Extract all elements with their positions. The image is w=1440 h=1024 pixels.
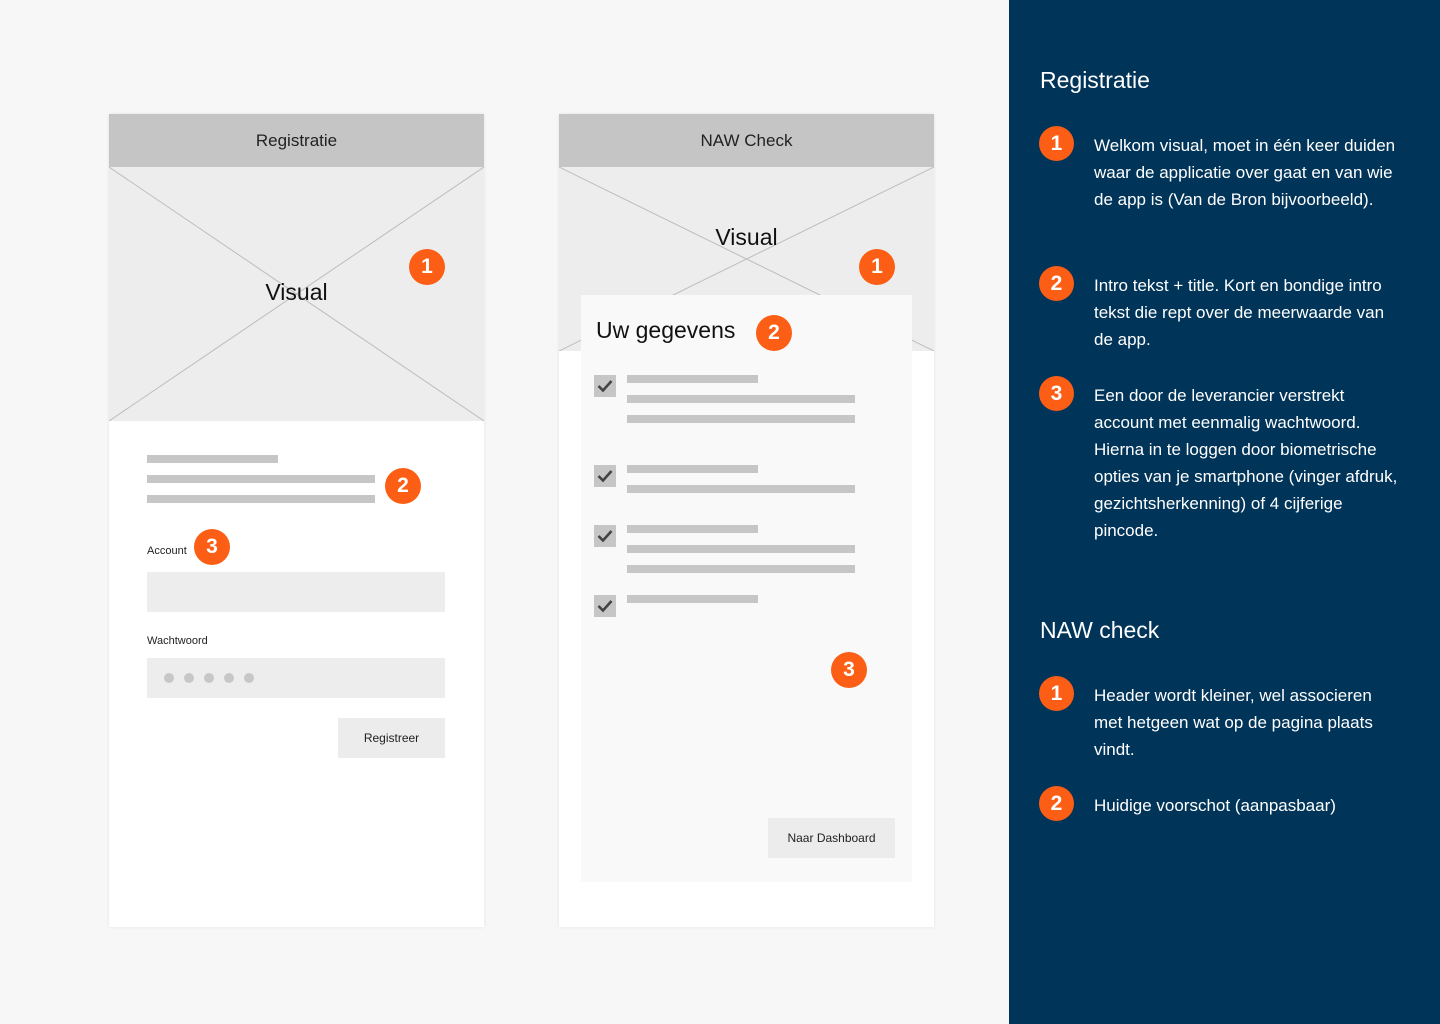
password-mask-dot <box>204 673 214 683</box>
registration-screen <box>109 114 484 927</box>
intro-text-placeholder <box>147 475 375 483</box>
detail-placeholder-line <box>627 415 855 423</box>
password-input[interactable] <box>147 658 445 698</box>
annotation-badge: 3 <box>194 529 230 565</box>
password-label: Wachtwoord <box>147 635 208 647</box>
detail-placeholder-line <box>627 545 855 553</box>
registration-header <box>109 114 484 167</box>
detail-placeholder-line <box>627 565 855 573</box>
checkbox[interactable] <box>594 525 616 547</box>
note-text: Intro tekst + title. Kort en bondige intro tekst die rept over de meerwaarde van de app. <box>1094 276 1385 349</box>
account-label: Account <box>147 545 187 557</box>
annotation-badge: 2 <box>385 468 421 504</box>
registration-visual-label: Visual <box>265 279 328 305</box>
registration-visual-placeholder <box>109 167 484 421</box>
registration-header-title: Registratie <box>255 130 338 150</box>
checkbox[interactable] <box>594 375 616 397</box>
note-badge: 1 <box>1039 676 1074 711</box>
naw-notes-heading: NAW check <box>1040 617 1160 643</box>
note-badge: 3 <box>1039 376 1074 411</box>
checkmark-icon <box>597 379 613 393</box>
intro-text-placeholder <box>147 495 375 503</box>
user-details-card <box>581 295 912 882</box>
annotation-badge: 2 <box>756 315 792 351</box>
annotation-badge: 3 <box>831 652 867 688</box>
detail-placeholder-line <box>627 485 855 493</box>
detail-placeholder-line <box>627 525 758 533</box>
annotation-badge: 1 <box>859 249 895 285</box>
registration-notes-heading: Registratie <box>1040 67 1150 93</box>
note-badge: 2 <box>1039 786 1074 821</box>
checkbox[interactable] <box>594 465 616 487</box>
password-mask-dot <box>164 673 174 683</box>
detail-placeholder-line <box>627 375 758 383</box>
password-mask-dot <box>224 673 234 683</box>
register-button[interactable]: Registreer <box>338 718 445 758</box>
detail-placeholder-line <box>627 465 758 473</box>
intro-title-placeholder <box>147 455 278 463</box>
checkbox[interactable] <box>594 595 616 617</box>
note-text: Een door de leverancier verstrekt account met eenmalig wachtwoord. Hierna in te loggen door biometrische opties van je smartphone (vinger afdruk, gezichtsherkenning) of 4 cijferige pincode. <box>1094 386 1398 540</box>
notes-panel <box>1009 0 1440 1024</box>
account-input[interactable] <box>147 572 445 612</box>
note-text: Header wordt kleiner, wel associeren met hetgeen wat op de pagina plaats vindt. <box>1094 686 1373 759</box>
naw-visual-label: Visual <box>715 224 778 250</box>
note-text: Welkom visual, moet in één keer duiden waar de applicatie over gaat en van wie de app is (Van de Bron bijvoorbeeld). <box>1094 136 1396 209</box>
card-title: Uw gegevens <box>596 317 736 343</box>
password-mask-dot <box>244 673 254 683</box>
detail-placeholder-line <box>627 595 758 603</box>
naw-header <box>559 114 934 167</box>
checkmark-icon <box>597 529 613 543</box>
checkmark-icon <box>597 599 613 613</box>
annotation-badge: 1 <box>409 249 445 285</box>
naw-check-screen <box>559 114 934 927</box>
note-badge: 2 <box>1039 266 1074 301</box>
note-text: Huidige voorschot (aanpasbaar) <box>1094 796 1336 815</box>
password-mask-dot <box>184 673 194 683</box>
note-badge: 1 <box>1039 126 1074 161</box>
checkmark-icon <box>597 469 613 483</box>
detail-placeholder-line <box>627 395 855 403</box>
naar-dashboard-button[interactable]: Naar Dashboard <box>768 818 895 858</box>
naw-header-title: NAW Check <box>700 130 793 150</box>
